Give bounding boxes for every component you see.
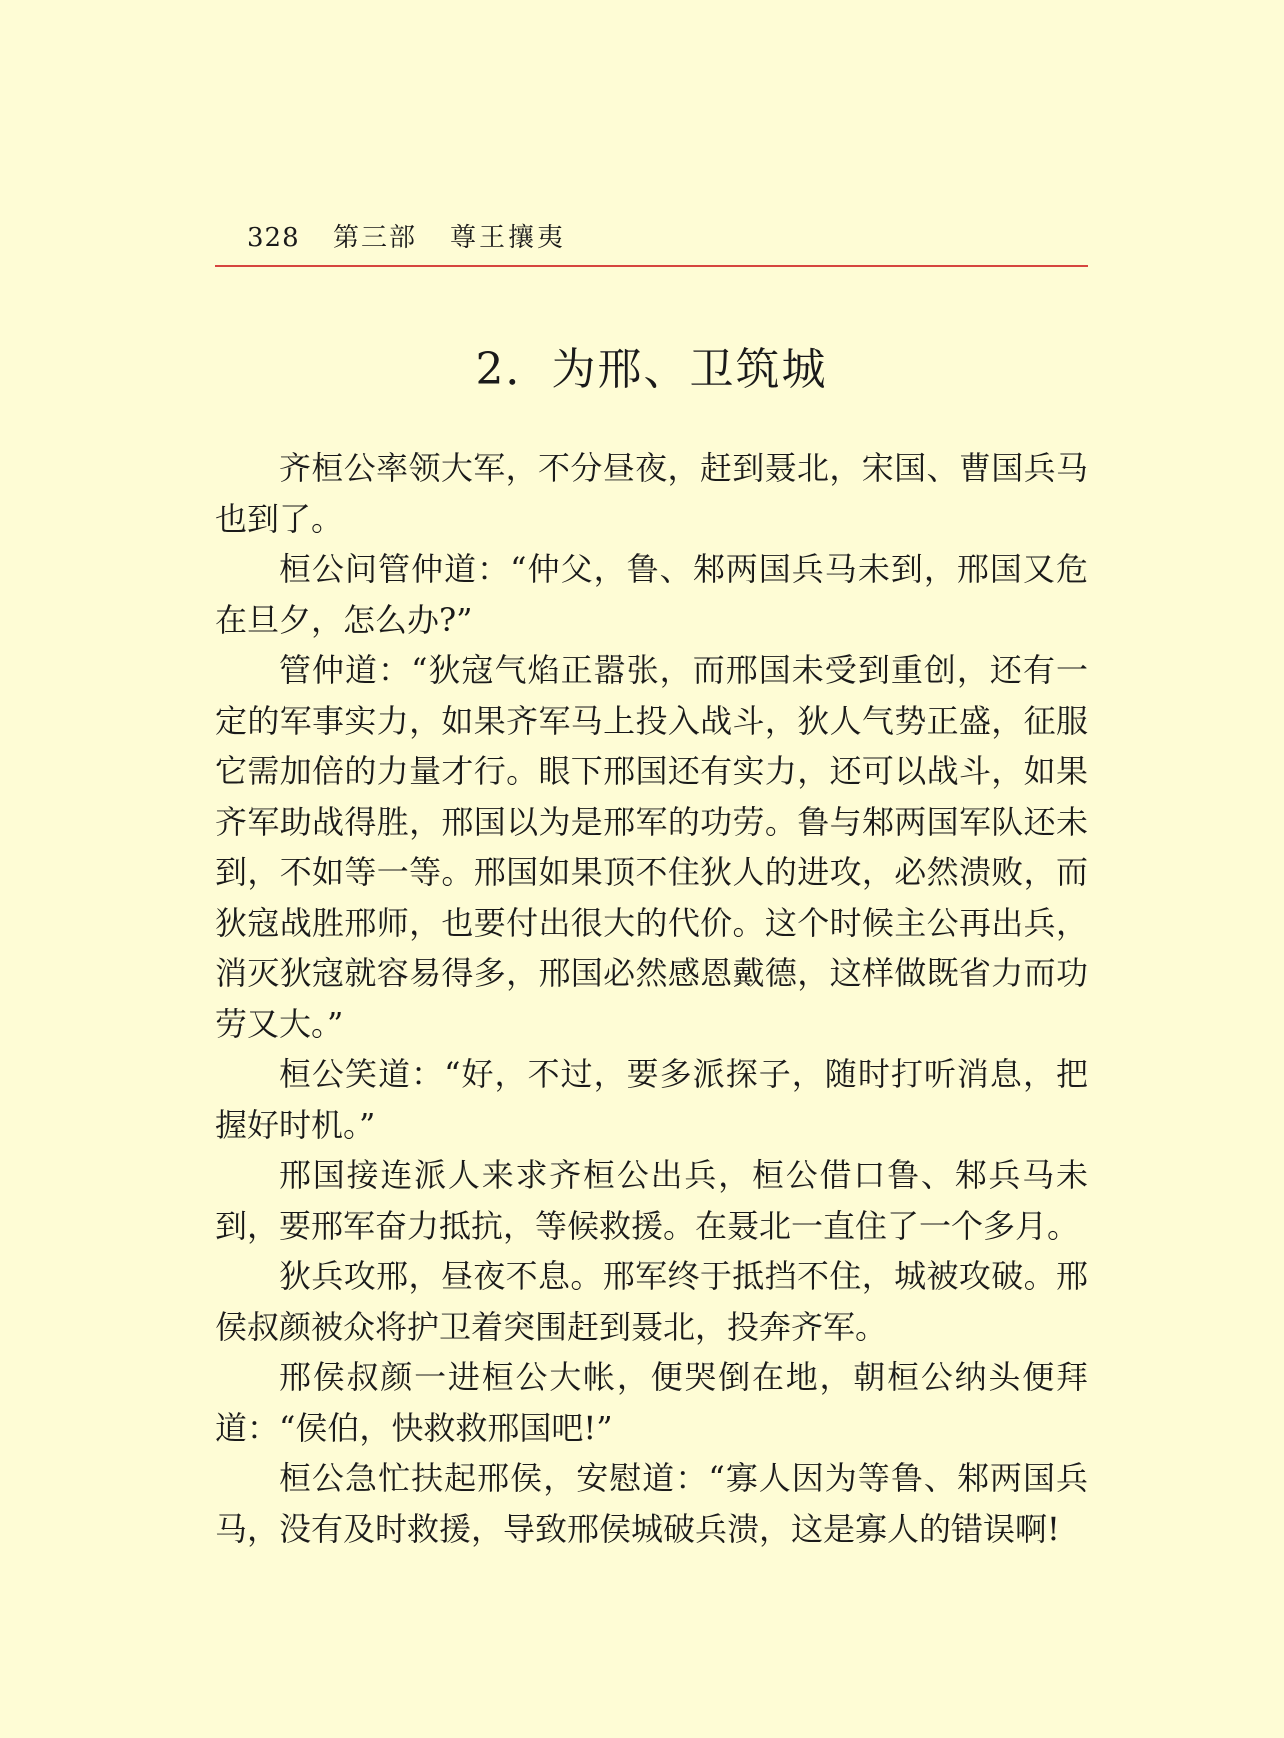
paragraph: 齐桓公率领大军，不分昼夜，赶到聂北，宋国、曹国兵马也到了。 bbox=[215, 449, 1088, 538]
body-text bbox=[215, 443, 1088, 1554]
paragraph: 桓公急忙扶起邢侯，安慰道：“寡人因为等鲁、邾两国兵马，没有及时救援，导致邢侯城破兵溃，这是寡人的错误啊! bbox=[215, 1459, 1088, 1548]
chapter-title: 2．为邢、卫筑城 bbox=[475, 344, 828, 395]
paragraph: 邢侯叔颜一进桓公大帐，便哭倒在地，朝桓公纳头便拜道：“侯伯，快救救邢国吧!” bbox=[215, 1358, 1088, 1447]
paragraph: 狄兵攻邢，昼夜不息。邢军终于抵挡不住，城被攻破。邢侯叔颜被众将护卫着突围赶到聂北，投奔齐军。 bbox=[215, 1257, 1088, 1346]
paragraph: 管仲道：“狄寇气焰正嚣张，而邢国未受到重创，还有一定的军事实力，如果齐军马上投入战斗，狄人气势正盛，征服它需加倍的力量才行。眼下邢国还有实力，还可以战斗，如果齐军助战得胜，邢国以为是邢军的功劳。鲁与邾两国军队还未到，不如等一等。邢国如果顶不住狄人的进攻，必然溃败，而狄寇战胜邢师，也要付出很大的代价。这个时候主公再出兵，消灭狄寇就容易得多，邢国必然感恩戴德，这样做既省力而功劳又大。” bbox=[215, 651, 1088, 1043]
page-number: 328 bbox=[247, 223, 300, 253]
running-header bbox=[215, 218, 1088, 258]
part-title: 尊王攘夷 bbox=[450, 223, 567, 253]
header-divider bbox=[215, 265, 1088, 267]
paragraph: 邢国接连派人来求齐桓公出兵，桓公借口鲁、邾兵马未到，要邢军奋力抵抗，等候救援。在聂北一直住了一个多月。 bbox=[215, 1156, 1088, 1245]
part-label: 第三部 bbox=[333, 223, 418, 253]
paragraph: 桓公问管仲道：“仲父，鲁、邾两国兵马未到，邢国又危在旦夕，怎么办?” bbox=[215, 550, 1088, 639]
paragraph: 桓公笑道：“好，不过，要多派探子，随时打听消息，把握好时机。” bbox=[215, 1055, 1088, 1144]
